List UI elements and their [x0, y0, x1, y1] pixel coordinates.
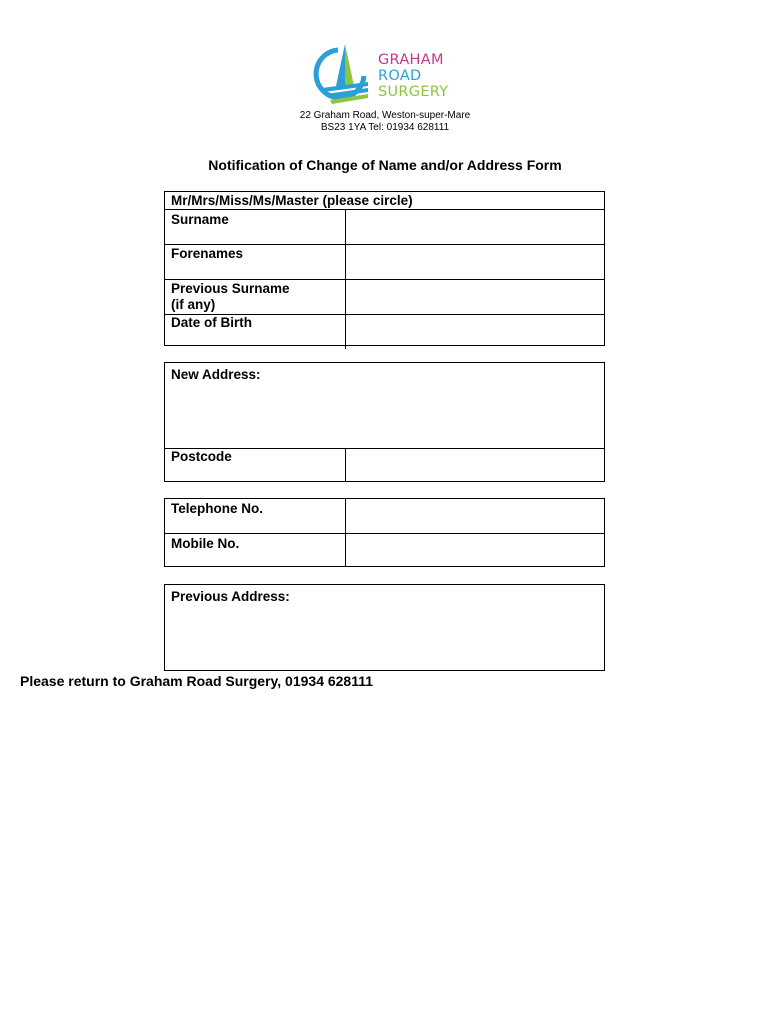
mobile-label: Mobile No.: [165, 534, 346, 567]
previous-surname-label: [165, 280, 346, 314]
previous-surname-field[interactable]: [346, 280, 604, 314]
telephone-row: [165, 499, 604, 534]
form-title: Notification of Change of Name and/or Address Form: [208, 157, 562, 173]
personal-details-table: [164, 191, 605, 346]
forenames-row: [165, 245, 604, 280]
forenames-field[interactable]: [346, 245, 604, 279]
previous-address-field[interactable]: [165, 608, 604, 668]
new-address-field[interactable]: [267, 363, 604, 448]
title-options-label[interactable]: Mr/Mrs/Miss/Ms/Master (please circle): [165, 192, 604, 210]
surname-row: [165, 210, 604, 245]
logo-text-road: ROAD: [378, 68, 422, 84]
address-line-2: BS23 1YA Tel: 01934 628111: [320, 122, 450, 133]
mobile-row: [165, 534, 604, 567]
surname-label: Surname: [165, 210, 346, 244]
surname-field[interactable]: [346, 210, 604, 244]
dob-label: Date of Birth: [165, 315, 346, 349]
return-instructions: Please return to Graham Road Surgery, 01934 628111: [20, 673, 374, 689]
dob-field[interactable]: [346, 315, 604, 349]
mobile-field[interactable]: [346, 534, 604, 567]
contact-table: [164, 498, 605, 567]
address-line-1: 22 Graham Road, Weston-super-Mare: [299, 110, 471, 121]
new-address-row: [165, 363, 604, 449]
new-address-label: New Address:: [171, 367, 261, 382]
dob-row: [165, 315, 604, 349]
new-address-table: [164, 362, 605, 482]
previous-address-label: Previous Address:: [171, 589, 290, 604]
telephone-label: Telephone No.: [165, 499, 346, 533]
previous-address-table: [164, 584, 605, 671]
postcode-field[interactable]: [346, 449, 604, 482]
previous-surname-row: [165, 280, 604, 315]
postcode-row: [165, 449, 604, 482]
logo-text-graham: GRAHAM: [378, 52, 444, 68]
telephone-field[interactable]: [346, 499, 604, 533]
logo-emblem-icon: [312, 42, 374, 106]
forenames-label: Forenames: [165, 245, 346, 279]
postcode-label: Postcode: [165, 449, 346, 482]
logo-text-surgery: SURGERY: [378, 84, 449, 100]
previous-surname-text: Previous Surname: [171, 281, 290, 296]
previous-surname-note: (if any): [171, 297, 216, 312]
surgery-logo: [312, 42, 472, 108]
